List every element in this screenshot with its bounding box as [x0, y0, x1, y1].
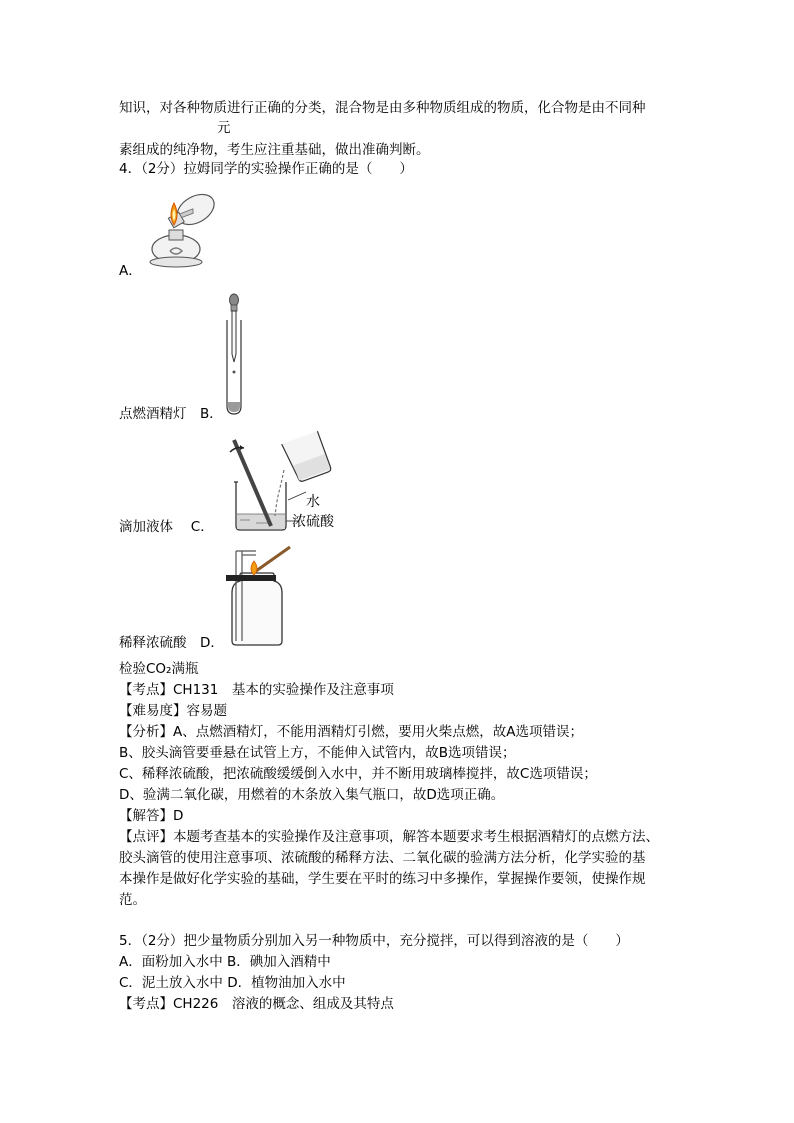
q4-comment-line-4: 范。 — [119, 892, 146, 908]
q4-caption-d: 检验CO₂满瓶 — [119, 661, 199, 677]
q4-analysis-line-1: 【分析】A、点燃酒精灯，不能用酒精灯引燃，要用火柴点燃，故A选项错误； — [119, 724, 583, 740]
q4-kaodian: 【考点】CH131 基本的实验操作及注意事项 — [119, 682, 394, 698]
q4-caption-c-option-d: 稀释浓硫酸 D． — [119, 635, 224, 651]
q5-kaodian: 【考点】CH226 溶液的概念、组成及其特点 — [119, 996, 394, 1012]
figure-b-dropper-test-tube — [222, 292, 246, 418]
figure-c-label-acid: 浓硫酸 — [292, 514, 334, 530]
q5-stem: 5．（2分）把少量物质分别加入另一种物质中，充分搅拌，可以得到溶液的是（ ） — [119, 933, 629, 949]
q4-caption-a-option-b: 点燃酒精灯 B． — [119, 406, 223, 422]
q4-difficulty: 【难易度】容易题 — [119, 703, 227, 719]
q4-answer: 【解答】D — [119, 808, 184, 824]
q4-comment-line-3: 本操作是做好化学实验的基础，学生要在平时的练习中多操作，掌握操作要领，使操作规 — [119, 871, 646, 887]
q4-comment-line-1: 【点评】本题考查基本的实验操作及注意事项，解答本题要求考生根据酒精灯的点燃方法、 — [119, 829, 659, 845]
figure-c-dilute-acid — [226, 428, 342, 534]
intro-line-1: 知识，对各种物质进行正确的分类，混合物是由多种物质组成的物质，化合物是由不同种 — [119, 100, 646, 116]
q4-analysis-line-4: D、验满二氧化碳，用燃着的木条放入集气瓶口，故D选项正确。 — [119, 787, 505, 803]
q4-analysis-line-3: C、稀释浓硫酸，把浓硫酸缓缓倒入水中，并不断用玻璃棒搅拌，故C选项错误； — [119, 766, 597, 782]
figure-d-gas-bottle — [226, 545, 296, 647]
q4-stem: 4．（2分）拉姆同学的实验操作正确的是（ ） — [119, 161, 413, 177]
q5-options-ab: A．面粉加入水中 B．碘加入酒精中 — [119, 954, 331, 970]
q5-options-cd: C．泥土放入水中 D．植物油加入水中 — [119, 975, 346, 991]
figure-c-label-water: 水 — [306, 494, 320, 510]
intro-line-2: 素组成的纯净物，考生应注重基础，做出准确判断。 — [119, 142, 430, 158]
q4-option-a: A． — [119, 263, 142, 279]
q4-caption-b-option-c: 滴加液体 C． — [119, 519, 214, 535]
intro-line-1-tail: 元 — [217, 120, 231, 136]
q4-comment-line-2: 胶头滴管的使用注意事项、浓硫酸的稀释方法、二氧化碳的验满方法分析，化学实验的基 — [119, 850, 646, 866]
q4-analysis-line-2: B、胶头滴管要垂悬在试管上方，不能伸入试管内，故B选项错误； — [119, 745, 516, 761]
figure-a-alcohol-lamps — [138, 183, 228, 275]
